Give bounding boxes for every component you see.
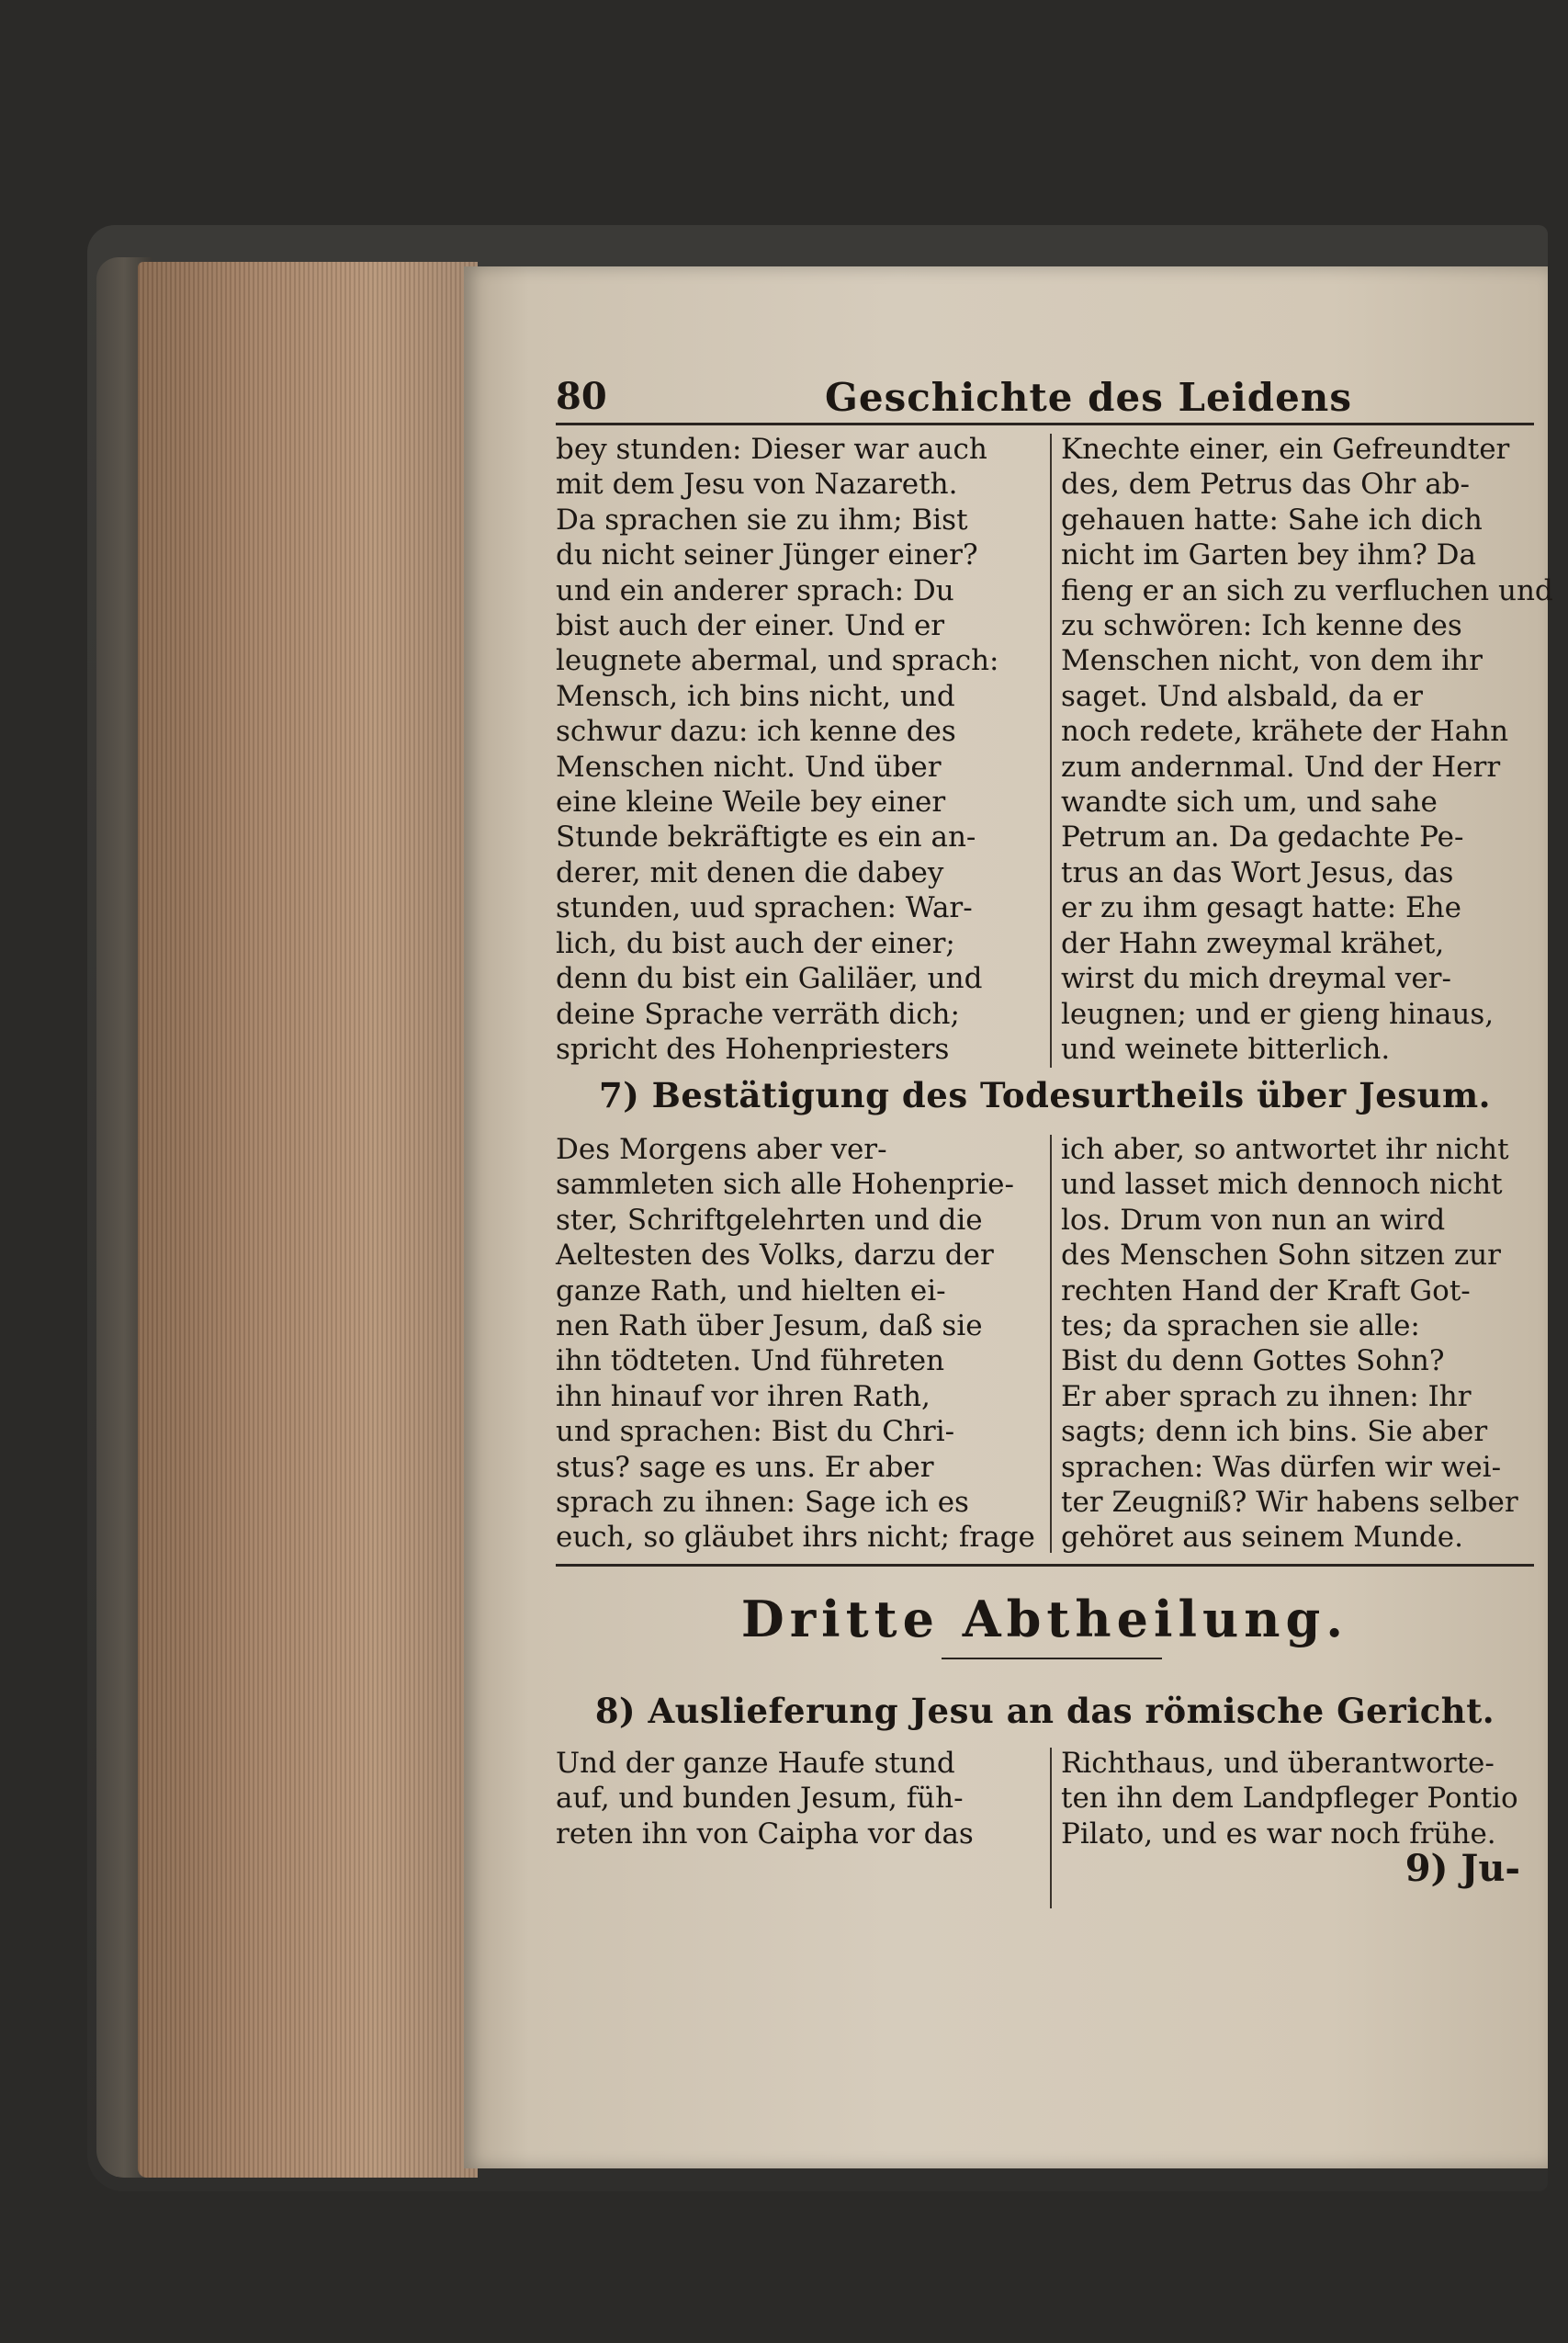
text-line: Mensch, ich bins nicht, und [556, 679, 955, 713]
section-7-heading: 7) Bestätigung des Todesurtheils über Jesum. [599, 1075, 1491, 1115]
text-line: wandte sich um, und sahe [1061, 786, 1438, 820]
text-line: Da sprachen sie zu ihm; Bist [556, 503, 968, 537]
header-rule [556, 423, 1534, 425]
text-line: lich, du bist auch der einer; [556, 926, 955, 960]
section-8-heading: 8) Auslieferung Jesu an das römische Gericht. [594, 1691, 1495, 1731]
text-line: ten ihn dem Landpfleger Pontio [1061, 1782, 1518, 1816]
text-line: gehauen hatte: Sahe ich dich [1061, 503, 1483, 537]
text-line: trus an das Wort Jesus, das [1061, 855, 1454, 889]
text-line: stus? sage es uns. Er aber [556, 1450, 934, 1484]
text-line: spricht des Hohenpriesters [556, 1032, 950, 1066]
text-line: ihn tödteten. Und führeten [556, 1344, 945, 1378]
text-line: ster, Schriftgelehrten und die [556, 1203, 983, 1237]
text-line: Menschen nicht, von dem ihr [1061, 644, 1483, 678]
text-line: ganze Rath, und hielten ei- [556, 1273, 946, 1307]
text-line: schwur dazu: ich kenne des [556, 715, 956, 749]
section7-right-column [1061, 1132, 1534, 1556]
text-line: Knechte einer, ein Gefreundter [1061, 433, 1510, 466]
page-header [556, 375, 1534, 420]
text-line: sammleten sich alle Hohenprie- [556, 1168, 1014, 1202]
text-line: und weinete bitterlich. [1061, 1032, 1391, 1066]
column-divider [1050, 1135, 1052, 1553]
column-divider [1050, 434, 1052, 1068]
text-line: derer, mit denen die dabey [556, 855, 944, 889]
part-heading: Dritte Abtheilung. [740, 1590, 1349, 1648]
text-line: nicht im Garten bey ihm? Da [1061, 538, 1477, 572]
text-line: Und der ganze Haufe stund [556, 1747, 955, 1780]
text-line: sprach zu ihnen: Sage ich es [556, 1486, 969, 1520]
text-line: deine Sprache verräth dich; [556, 997, 960, 1031]
block1-left-column [556, 432, 1015, 1067]
text-line: zu schwören: Ich kenne des [1061, 609, 1462, 643]
text-line: Des Morgens aber ver- [556, 1133, 887, 1166]
section8-left-column [556, 1746, 1015, 1851]
text-line: ich aber, so antwortet ihr nicht [1061, 1133, 1509, 1166]
text-line: Petrum an. Da gedachte Pe- [1061, 821, 1464, 855]
text-line: reten ihn von Caipha vor das [556, 1817, 974, 1851]
text-line: Richthaus, und überantworte- [1061, 1747, 1495, 1780]
text-line: stunden, uud sprachen: War- [556, 891, 973, 925]
text-line: auf, und bunden Jesum, füh- [556, 1782, 964, 1816]
text-line: sagts; denn ich bins. Sie aber [1061, 1415, 1488, 1449]
page-number: 80 [556, 375, 607, 418]
text-line: des Menschen Sohn sitzen zur [1061, 1239, 1501, 1273]
text-line: fieng er an sich zu verfluchen und [1061, 573, 1553, 607]
text-line: bey stunden: Dieser war auch [556, 433, 987, 466]
book-page [464, 266, 1553, 2168]
text-line: Aeltesten des Volks, darzu der [556, 1239, 994, 1273]
text-line: er zu ihm gesagt hatte: Ehe [1061, 891, 1461, 925]
text-line: los. Drum von nun an wird [1061, 1203, 1446, 1237]
text-line: wirst du mich dreymal ver- [1061, 962, 1451, 996]
text-line: gehöret aus seinem Munde. [1061, 1521, 1463, 1555]
text-line: noch redete, krähete der Hahn [1061, 715, 1509, 749]
text-line: euch, so gläubet ihrs nicht; frage [556, 1521, 1035, 1555]
text-line: Stunde bekräftigte es ein an- [556, 821, 976, 855]
running-head: Geschichte des Leidens [825, 375, 1352, 420]
text-line: bist auch der einer. Und er [556, 609, 945, 643]
text-line: ter Zeugniß? Wir habens selber [1061, 1486, 1518, 1520]
catchword: 9) Ju- [1404, 1847, 1520, 1890]
text-line: mit dem Jesu von Nazareth. [556, 468, 958, 502]
text-line: zum andernmal. Und der Herr [1061, 750, 1501, 784]
text-line: du nicht seiner Jünger einer? [556, 538, 978, 572]
text-line: und lasset mich dennoch nicht [1061, 1168, 1503, 1202]
section8-right-column [1061, 1746, 1534, 1851]
section-end-rule [556, 1564, 1534, 1567]
text-line: Er aber sprach zu ihnen: Ihr [1061, 1379, 1472, 1413]
text-line: und ein anderer sprach: Du [556, 573, 954, 607]
text-line: Bist du denn Gottes Sohn? [1061, 1344, 1445, 1378]
text-line: der Hahn zweymal krähet, [1061, 926, 1445, 960]
text-line: eine kleine Weile bey einer [556, 786, 946, 820]
text-line: des, dem Petrus das Ohr ab- [1061, 468, 1471, 502]
part-heading-underline [942, 1658, 1162, 1659]
block1-right-column [1061, 432, 1553, 1067]
text-line: ihn hinauf vor ihren Rath, [556, 1379, 931, 1413]
text-line: leugnen; und er gieng hinaus, [1061, 997, 1495, 1031]
text-line: saget. Und alsbald, da er [1061, 679, 1423, 713]
text-line: und sprachen: Bist du Chri- [556, 1415, 955, 1449]
text-line: Pilato, und es war noch frühe. [1061, 1817, 1496, 1851]
text-line: leugnete abermal, und sprach: [556, 644, 999, 678]
column-divider [1050, 1748, 1052, 1908]
text-line: sprachen: Was dürfen wir wei- [1061, 1450, 1502, 1484]
text-line: Menschen nicht. Und über [556, 750, 942, 784]
text-line: tes; da sprachen sie alle: [1061, 1309, 1420, 1343]
text-line: rechten Hand der Kraft Got- [1061, 1273, 1471, 1307]
page-edges [138, 262, 478, 2178]
text-line: denn du bist ein Galiläer, und [556, 962, 983, 996]
section7-left-column [556, 1132, 1035, 1556]
text-line: nen Rath über Jesum, daß sie [556, 1309, 983, 1343]
